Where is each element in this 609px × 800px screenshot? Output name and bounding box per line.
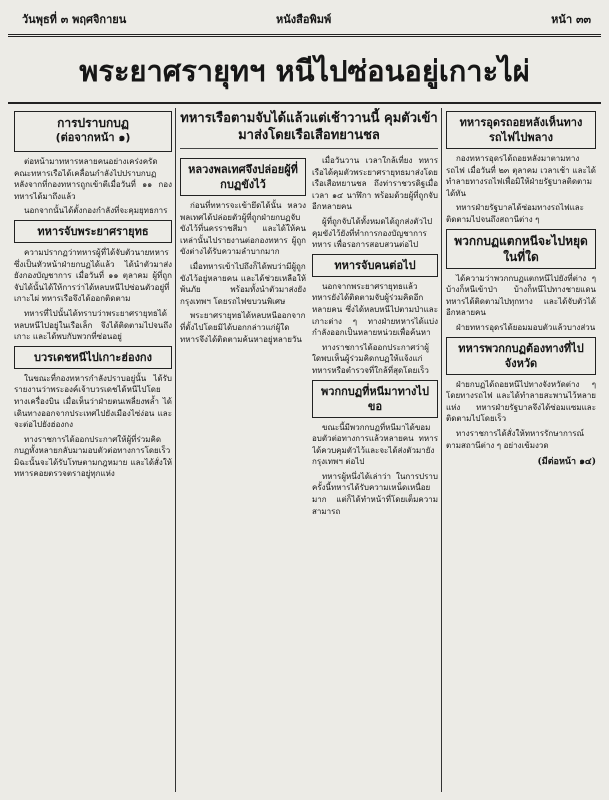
article-paragraph: ทางราชการได้ออกประกาศว่าผู้ใดพบเห็นผู้ร่วมคิดกบฏให้แจ้งแก่ทหารหรือตำรวจที่ใกล้ที่สุดโดยเร็ว <box>312 342 429 375</box>
article-paragraph: นอกจากนั้นได้ตั้งกองกำลังที่จะคุมยุทธการ <box>24 206 168 216</box>
article-paragraph: ต่อหน้ามาทหารหลายคนอย่างเคร่งครัด คณะทหารเรือได้เคลื่อนกำลังไปปราบกบฏ หลังจากที่กองทหารถูกเข้าตีเมื่อวันที่ ๑๑ กองทหารได้มาถึงแล้ว <box>14 157 172 201</box>
newspaper-page <box>8 4 601 796</box>
article-paragraph: เมื่อวันวาน เวลาใกล้เที่ยง ทหารเรือได้คุมตัวพระยาศรายุทธมาส่งโดยเรือเสือทยานชล ถึงท่าราชวรดิฐเมื่อเวลา ๑๔ นาฬิกา พร้อมด้วยผู้ที่ถูกจับอีกหลายคน <box>312 156 438 212</box>
article-paragraph: ฝ่ายทหารอุดรได้ยอมมอบตัวแล้วบางส่วน <box>456 322 596 332</box>
main-headline: พระยาศรายุทฯ หนีไปซ่อนอยู่เกาะไผ่ <box>8 40 601 104</box>
middle-column <box>180 108 438 792</box>
article-deck: ทหารเรือตามจับได้แล้วแต่เช้าวานนี้ คุมตัวเข้ามาส่งโดยเรือเสือทยานชล <box>180 110 438 149</box>
article-paragraph: ได้ความว่าพวกกบฏแตกหนีไปยังที่ต่าง ๆ บ้างก็หนีเข้าป่า บ้างก็หนีไปทางชายแดน ทหารได้ติดตามไปทุกทาง และได้จับตัวได้อีกหลายคน <box>446 273 596 318</box>
article-paragraph: เมื่อทหารเข้าไปถึงก็ได้พบว่ามีผู้ถูกขังไว้อยู่หลายคน และได้ช่วยเหลือให้พ้นภัย พร้อมทั้งนำตัวมาส่งยังกรุงเทพฯ โดยรถไฟขบวนพิเศษ <box>180 261 306 306</box>
article-paragraph: ทหารที่ไปนั้นได้ทราบว่าพระยาศรายุทธได้หลบหนีไปอยู่ในเรือเล็ก จึงได้ติดตามไปจนถึงเกาะ และได้พบกับพวกที่ซ่อนอยู่ <box>14 308 172 342</box>
article-paragraph: พระยาศรายุทธได้หลบหนีออกจากที่ตั้งไปโดยมิได้บอกกล่าวแก่ผู้ใด ทหารจึงได้ติดตามค้นหาอยู่หลายวัน <box>180 311 306 344</box>
header-page-number: หน้า ๓๓ <box>551 13 591 26</box>
middle-box-1-title: หลวงพลเทศจึงปล่อยผู้ที่กบฏขังไว้ <box>180 158 306 196</box>
middle-subcolumn-right <box>312 155 438 520</box>
column-divider <box>441 108 442 792</box>
middle-subcolumn-left <box>180 155 306 520</box>
right-column <box>446 108 596 792</box>
article-paragraph: ทางราชการได้ออกประกาศให้ผู้ที่ร่วมคิดกบฏทั้งหลายกลับมามอบตัวต่อทางการโดยเร็ว มิฉะนั้นจะได้รับโทษตามกฎหมาย และได้สั่งให้ทหารคอยตรวจตราอยู่ทุกแห่ง <box>14 434 172 479</box>
left-box-1-subtitle: (ต่อจากหน้า ๑) <box>55 131 131 144</box>
right-box-2-title: พวกกบฏแตกหนีจะไปหยุดในที่ใด <box>446 229 596 269</box>
middle-box-3-title: พวกกบฏที่หนีมาทางไปขอ <box>312 380 438 418</box>
article-paragraph: ผู้ที่ถูกจับได้ทั้งหมดได้ถูกส่งตัวไปคุมขังไว้ยังที่ทำการกองบัญชาการทหาร เพื่อรอการสอบสวนต่อไป <box>312 216 433 250</box>
page-header <box>8 4 601 37</box>
article-paragraph: ทหารฝ่ายรัฐบาลได้ซ่อมทางรถไฟและติดตามไปจนถึงสถานีต่าง ๆ <box>446 203 584 224</box>
article-paragraph: ทางราชการได้สั่งให้ทหารรักษาการณ์ตามสถานีต่าง ๆ อย่างเข้มงวด <box>446 428 585 450</box>
article-paragraph: กองทหารอุดรได้ถอยหลังมาตามทางรถไฟ เมื่อวันที่ ๒๓ ตุลาคม เวลาเช้า และได้ทำลายทางรถไฟเพื่อมิให้ฝ่ายรัฐบาลติดตามได้ทัน <box>446 154 596 198</box>
column-divider <box>175 108 176 792</box>
left-box-1-title <box>14 111 172 152</box>
article-paragraph: ความปรากฏว่าทหารผู้ที่ได้จับตัวนายทหารซึ่งเป็นหัวหน้าฝ่ายกบฏได้แล้ว ได้นำตัวมาส่งยังกองบัญชาการ เมื่อวันที่ ๑๑ ตุลาคม ผู้ที่ถูกจับได้นั้นได้ให้การว่าได้หลบหนีไปซ่อนตัวอยู่ที่เกาะไผ่ ทหารเรือจึงได้ออกติดตาม <box>14 247 172 304</box>
continued-note: (มีต่อหน้า ๑๔) <box>537 457 596 468</box>
article-paragraph: นอกจากพระยาศรายุทธแล้ว ทหารยังได้ติดตามจับผู้ร่วมคิดอีกหลายคน ซึ่งได้หลบหนีไปตามป่าและเกาะต่าง ๆ ทางฝ่ายทหารได้แบ่งกำลังออกเป็นหลายหน่วยเพื่อค้นหา <box>312 281 438 338</box>
article-paragraph: ก่อนที่ทหารจะเข้ายึดได้นั้น หลวงพลเทศได้ปล่อยตัวผู้ที่ถูกฝ่ายกบฏจับขังไว้ที่นครราชสีมา และได้ให้คนเหล่านั้นไปรายงานต่อกองทหาร ผู้ถูกขังต่างได้รับความลำบากมาก <box>180 201 306 257</box>
right-box-1-title: ทหารอุดรถอยหลังเห็นทางรถไฟไปพลาง <box>446 111 596 149</box>
header-date: วันพุธที่ ๓ พฤศจิกายน <box>22 13 127 26</box>
left-box-2-title: ทหารจับพระยาศรายุทธ <box>14 220 172 243</box>
left-box-1-heading: การปราบกบฏ <box>57 116 129 130</box>
middle-subcolumns <box>180 155 438 520</box>
header-paper-name: หนังสือพิมพ์ <box>276 13 332 26</box>
middle-box-2-title: ทหารจับคนต่อไป <box>312 254 438 277</box>
article-paragraph: ฝ่ายกบฏได้ถอยหนีไปทางจังหวัดต่าง ๆ โดยทางรถไฟ และได้ทำลายสะพานไว้หลายแห่ง ทหารฝ่ายรัฐบาลจึงได้ซ่อมแซมและติดตามไปโดยเร็ว <box>446 379 596 424</box>
right-box-3-title: ทหารพวกกบฏต้องทางที่ไปจังหวัด <box>446 337 596 375</box>
article-paragraph: ในขณะที่กองทหารกำลังปราบอยู่นั้น ได้รับรายงานว่าพระองค์เจ้าบวรเดชได้หนีไปโดยทางเครื่องบิน เมื่อเห็นว่าฝ่ายตนเพลี่ยงพล้ำ ได้เดินทางออกจากประเทศไปยังเมืองไซ่ง่อน และจะต่อไปยังฮ่องกง <box>14 373 172 430</box>
article-paragraph: ขณะนี้มีพวกกบฏที่หนีมาได้ขอมอบตัวต่อทางการแล้วหลายคน ทหารได้ควบคุมตัวไว้และจะได้ส่งตัวมายังกรุงเทพฯ ต่อไป <box>312 422 438 467</box>
article-paragraph: ทหารผู้หนึ่งได้เล่าว่า ในการปราบครั้งนี้ทหารได้รับความเหน็ดเหนื่อยมาก แต่ก็ได้ทำหน้าที่โดยเต็มความสามารถ <box>312 471 438 516</box>
left-box-3-title: บวรเดชหนีไปเกาะฮ่องกง <box>14 346 172 369</box>
left-column <box>14 108 172 792</box>
